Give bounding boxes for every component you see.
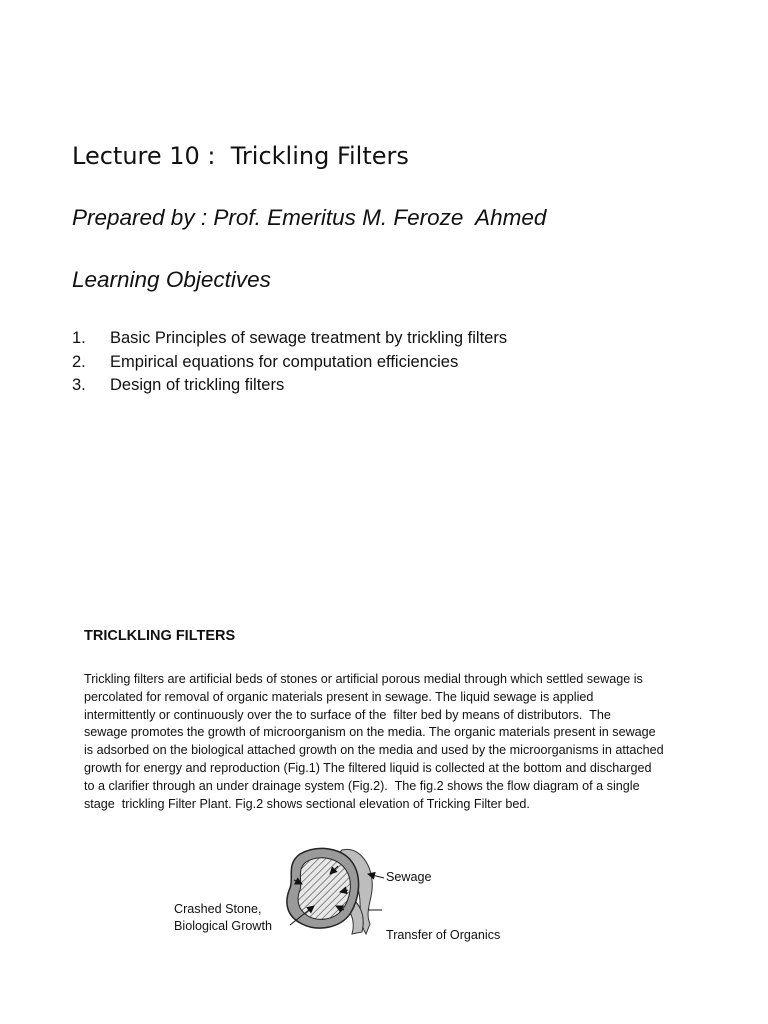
- objectives-list: [72, 327, 507, 398]
- list-item-text: Empirical equations for computation efficiencies: [110, 352, 459, 371]
- objectives-heading: Learning Objectives: [72, 267, 271, 292]
- list-item: [72, 374, 507, 398]
- crushed-stone-core: [298, 858, 350, 920]
- transfer-label: Transfer of Organics: [386, 928, 501, 942]
- stone-label-line1: Crashed Stone,: [174, 902, 262, 916]
- lecture-title: Lecture 10 : Trickling Filters: [72, 142, 409, 170]
- section-paragraph: [84, 671, 724, 813]
- prepared-by: Prepared by : Prof. Emeritus M. Feroze Ahmed: [72, 205, 547, 230]
- filter-media-figure: [160, 840, 540, 960]
- list-item: [72, 327, 507, 351]
- paragraph-line: sewage promotes the growth of microorganism on the media. The organic materials present in sewage: [84, 725, 656, 740]
- paragraph-line: growth for energy and reproduction (Fig.1) The filtered liquid is collected at the bottom and discharged: [84, 760, 652, 775]
- list-item-number: 3.: [72, 376, 86, 394]
- stone-label-line2: Biological Growth: [174, 919, 272, 933]
- media-diagram: [160, 840, 540, 960]
- paragraph-line: stage trickling Filter Plant. Fig.2 shows sectional elevation of Tricking Filter bed.: [84, 796, 530, 811]
- list-item-text: Basic Principles of sewage treatment by trickling filters: [110, 329, 508, 347]
- paragraph-line: intermittently or continuously over the to surface of the filter bed by means of distributors. The: [84, 707, 611, 722]
- paragraph-line: is adsorbed on the biological attached growth on the media and used by the microorganisms in attached: [84, 743, 664, 758]
- list-item: [72, 351, 507, 375]
- paragraph-line: to a clarifier through an under drainage system (Fig.2). The fig.2 shows the flow diagram of a single: [84, 778, 640, 793]
- paragraph-line: percolated for removal of organic materials present in sewage. The liquid sewage is applied: [84, 689, 594, 704]
- paragraph-line: Trickling filters are artificial beds of stones or artificial porous medial through which settled sewage is: [84, 672, 643, 686]
- list-item-number: 2.: [72, 352, 86, 371]
- list-item-number: 1.: [72, 329, 86, 347]
- sewage-label: Sewage: [386, 870, 432, 884]
- section-heading: TRICLKLING FILTERS: [84, 628, 236, 644]
- list-item-text: Design of trickling filters: [110, 376, 285, 394]
